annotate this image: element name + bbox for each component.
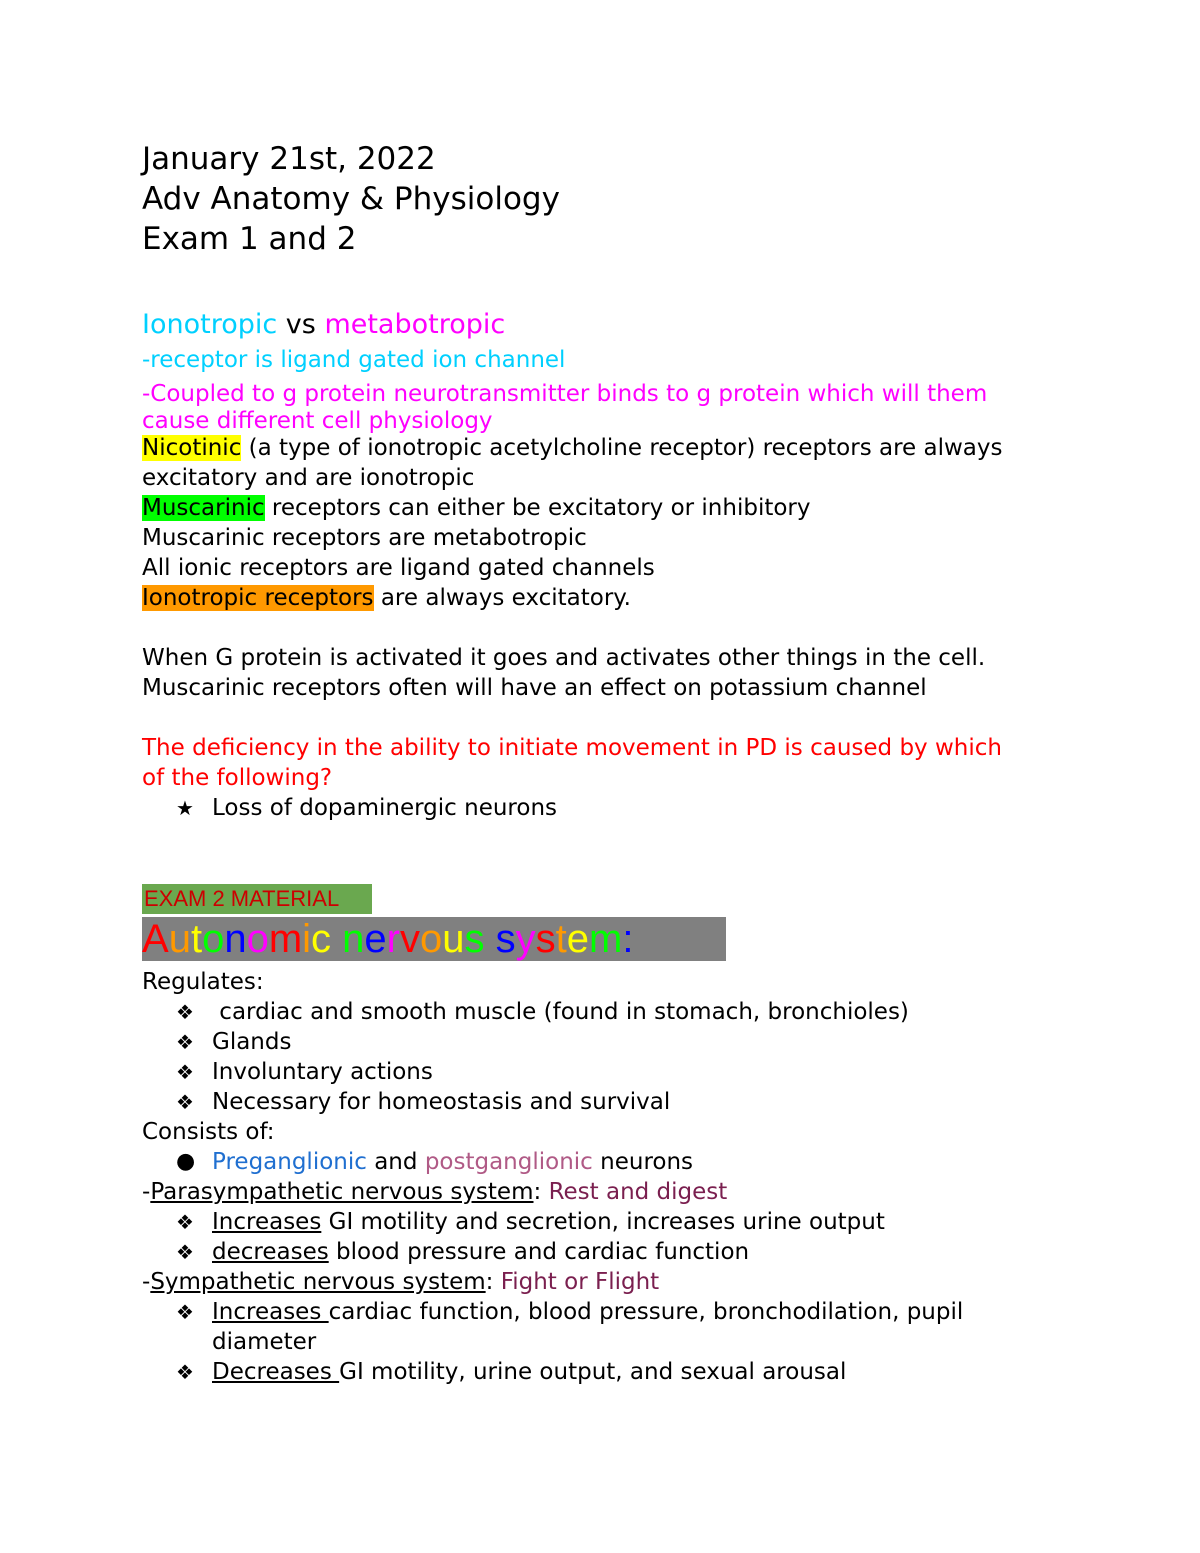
sym-decreases: Decreases (212, 1359, 340, 1385)
sym-increases: Increases (212, 1299, 329, 1325)
para-item-text (212, 1238, 749, 1266)
title-letter: s (495, 917, 516, 961)
neurons-text: neurons (592, 1149, 694, 1175)
para-decreases-rest: blood pressure and cardiac function (328, 1239, 750, 1265)
parasympathetic-line (142, 1178, 727, 1206)
doc-date: January 21st, 2022 (142, 141, 436, 177)
sym-item-text (212, 1358, 846, 1386)
title-letter: u (168, 917, 191, 961)
title-letter: e (364, 917, 387, 961)
diamond-icon: ❖ (176, 1240, 194, 1264)
title-letter: s (535, 917, 556, 961)
line-coupled-2: cause different cell physiology (142, 408, 493, 434)
title-letter: o (202, 917, 225, 961)
doc-course: Adv Anatomy & Physiology (142, 181, 560, 217)
line-nicotinic (142, 434, 1002, 462)
diamond-icon: ❖ (176, 1060, 194, 1084)
title-letter: t (555, 917, 567, 961)
title-letter: u (442, 917, 465, 961)
heading-ionotropic-vs-metabotropic (142, 308, 505, 342)
title-letter: c (311, 917, 332, 961)
consists-item (142, 1148, 1042, 1176)
title-letter: : (622, 917, 634, 961)
diamond-icon: ❖ (176, 1090, 194, 1114)
line-muscarinic (142, 494, 811, 522)
title-letter (484, 917, 495, 961)
title-letter (331, 917, 342, 961)
line-g-protein: When G protein is activated it goes and activates other things in the cell. (142, 645, 986, 671)
dot-icon: ● (176, 1149, 196, 1174)
title-letter: y (515, 917, 536, 961)
nicotinic-rest: (a type of ionotropic acetylcholine receptor) receptors are always (241, 435, 1003, 461)
sym-increases-rest: cardiac function, blood pressure, bronchodilation, pupil (328, 1299, 964, 1325)
star-icon: ★ (176, 796, 194, 820)
line-potassium: Muscarinic receptors often will have an effect on potassium channel (142, 675, 927, 701)
diamond-icon: ❖ (176, 1210, 194, 1234)
doc-exam: Exam 1 and 2 (142, 221, 357, 257)
and-text: and (366, 1149, 425, 1175)
rest-and-digest: Rest and digest (548, 1179, 728, 1205)
line-ionic-ligand: All ionic receptors are ligand gated channels (142, 555, 655, 581)
title-letter: e (566, 917, 589, 961)
diamond-icon: ❖ (176, 1030, 194, 1054)
para-increases: Increases (212, 1209, 322, 1235)
para-increases-rest: GI motility and secretion, increases urine output (321, 1209, 885, 1235)
sym-item-text (212, 1298, 963, 1326)
sympathetic-label: Sympathetic nervous system (150, 1269, 486, 1295)
line-muscarinic-metabotropic: Muscarinic receptors are metabotropic (142, 525, 587, 551)
regulates-item (142, 1058, 1042, 1086)
heading-vs: vs (277, 309, 325, 340)
exam-2-label: EXAM 2 MATERIAL (142, 884, 372, 914)
line-coupled-1: -Coupled to g protein neurotransmitter binds to g protein which will them (142, 381, 988, 407)
nicotinic-highlight: Nicotinic (142, 435, 242, 461)
muscarinic-highlight: Muscarinic (142, 495, 265, 521)
ionotropic-receptors-highlight: Ionotropic receptors (142, 585, 374, 611)
title-letter: t (190, 917, 203, 961)
heading-ionotropic: Ionotropic (142, 309, 278, 340)
consists-label: Consists of: (142, 1119, 275, 1145)
sym-colon: : (485, 1269, 501, 1295)
ionotropic-receptors-rest: are always excitatory. (373, 585, 631, 611)
sym-prefix: - (142, 1269, 151, 1295)
sympathetic-line (142, 1268, 659, 1296)
regulates-item-text: cardiac and smooth muscle (found in stomach, bronchioles) (212, 999, 909, 1025)
parasympathetic-label: Parasympathetic nervous system (150, 1179, 534, 1205)
muscarinic-rest: receptors can either be excitatory or inhibitory (264, 495, 811, 521)
title-letter: n (224, 917, 247, 961)
sym-increases-line2: diameter (212, 1329, 317, 1355)
sym-item (142, 1358, 1042, 1386)
autonomic-title (142, 917, 726, 961)
question-line-2: of the following? (142, 765, 333, 791)
regulates-item (142, 1088, 1042, 1116)
sym-decreases-rest: GI motility, urine output, and sexual arousal (339, 1359, 847, 1385)
title-letter: o (419, 917, 443, 961)
title-letter: m (268, 917, 303, 961)
diamond-icon: ❖ (176, 1300, 194, 1324)
postganglionic-text: postganglionic (424, 1149, 593, 1175)
para-item (142, 1238, 1042, 1266)
diamond-icon: ❖ (176, 1360, 194, 1384)
title-letter: A (142, 917, 169, 961)
heading-metabotropic: metabotropic (324, 309, 506, 340)
line-receptor: -receptor is ligand gated ion channel (142, 347, 566, 373)
regulates-item (142, 1028, 1042, 1056)
line-nicotinic-2: excitatory and are ionotropic (142, 465, 475, 491)
regulates-item-text: Necessary for homeostasis and survival (212, 1089, 671, 1115)
regulates-label: Regulates: (142, 969, 264, 995)
answer-text: Loss of dopaminergic neurons (212, 795, 558, 821)
diamond-icon: ❖ (176, 1000, 194, 1024)
regulates-item-text: Involuntary actions (212, 1059, 433, 1085)
regulates-item (142, 998, 1042, 1026)
para-prefix: - (142, 1179, 151, 1205)
title-letter: m (588, 917, 623, 961)
answer-item (142, 794, 1042, 822)
para-decreases: decreases (212, 1239, 329, 1265)
regulates-item-text: Glands (212, 1029, 292, 1055)
title-letter: v (399, 917, 420, 961)
title-letter: s (464, 917, 485, 961)
preganglionic-text: Preganglionic (212, 1149, 367, 1175)
title-letter: i (302, 917, 312, 961)
title-letter: r (386, 917, 400, 961)
question-line-1: The deficiency in the ability to initiate movement in PD is caused by which (142, 735, 1002, 761)
sym-item (142, 1298, 1042, 1356)
para-colon: : (533, 1179, 549, 1205)
fight-or-flight: Fight or Flight (500, 1269, 660, 1295)
title-letter: o (246, 917, 269, 961)
para-item-text (212, 1208, 885, 1236)
para-item (142, 1208, 1042, 1236)
title-letter: n (342, 917, 365, 961)
line-ionotropic-receptors (142, 584, 631, 612)
consists-item-text (212, 1148, 693, 1176)
